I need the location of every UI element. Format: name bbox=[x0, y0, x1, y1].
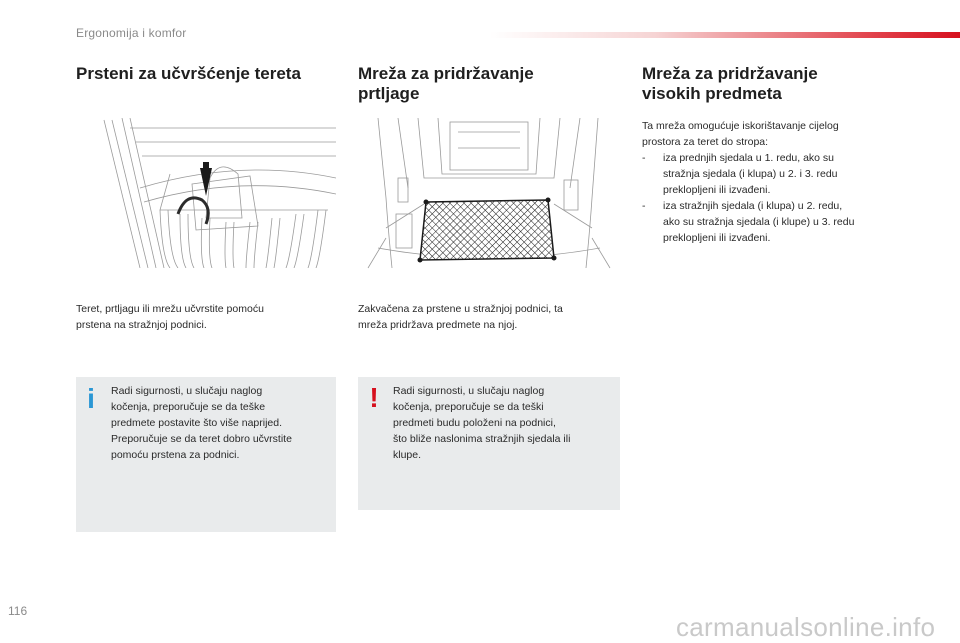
info-icon: i bbox=[87, 383, 95, 414]
watermark: carmanualsonline.info bbox=[676, 612, 936, 642]
condition-list bbox=[642, 150, 902, 246]
section-title: Ergonomija i komfor bbox=[76, 26, 187, 40]
cargo-ring-drawing bbox=[100, 118, 336, 268]
heading-line: visokih predmeta bbox=[642, 84, 782, 103]
column-cargo-rings bbox=[76, 64, 338, 84]
heading-line: Mreža za pridržavanje bbox=[642, 64, 818, 83]
note-line: pomoću prstena za podnici. bbox=[111, 449, 240, 461]
note-line: predmete postavite što više naprijed. bbox=[111, 417, 283, 429]
luggage-net-drawing bbox=[358, 118, 620, 272]
paragraph-line: prstena na stražnjoj podnici. bbox=[76, 319, 207, 331]
list-dash: - bbox=[642, 152, 646, 164]
list-line: iza prednjih sjedala u 1. redu, ako su bbox=[663, 152, 835, 164]
paragraph-line: mreža pridržava predmete na njoj. bbox=[358, 319, 518, 331]
list-line: preklopljeni ili izvađeni. bbox=[663, 184, 771, 196]
list-line: stražnja sjedala (i klupa) u 2. i 3. redu bbox=[663, 168, 838, 180]
paragraph-luggage-net bbox=[358, 301, 620, 333]
info-note-box bbox=[76, 377, 336, 532]
heading-high-load-net bbox=[642, 64, 902, 104]
note-line: što bliže naslonima stražnjih sjedala ili bbox=[393, 433, 571, 445]
list-line: preklopljeni ili izvađeni. bbox=[663, 232, 771, 244]
illustration-cargo-ring bbox=[100, 118, 336, 268]
warning-icon: ! bbox=[369, 382, 379, 413]
intro-line: Ta mreža omogućuje iskorištavanje cijelog bbox=[642, 120, 839, 132]
list-line: iza stražnjih sjedala (i klupa) u 2. redu, bbox=[663, 200, 843, 212]
header-accent-bar bbox=[490, 32, 960, 38]
note-line: Preporučuje se da teret dobro učvrstite bbox=[111, 433, 292, 445]
note-line: klupe. bbox=[393, 449, 422, 461]
list-item bbox=[642, 198, 902, 246]
intro-line: prostora za teret do stropa: bbox=[642, 136, 769, 148]
list-item bbox=[642, 150, 902, 198]
paragraph-high-load-net bbox=[642, 118, 902, 246]
heading-line: prtljage bbox=[358, 84, 420, 103]
heading-luggage-net bbox=[358, 64, 620, 104]
illustration-luggage-net bbox=[358, 118, 620, 272]
note-line: predmeti budu položeni na podnici, bbox=[393, 417, 556, 429]
column-high-load-net bbox=[642, 64, 902, 104]
list-dash: - bbox=[642, 200, 646, 212]
page-number: 116 bbox=[8, 604, 28, 618]
paragraph-line: Teret, prtljagu ili mrežu učvrstite pomoću bbox=[76, 303, 264, 315]
note-line: kočenja, preporučuje se da teške bbox=[111, 401, 266, 413]
warning-note-box bbox=[358, 377, 620, 510]
heading-line: Mreža za pridržavanje bbox=[358, 64, 534, 83]
paragraph-line: Zakvačena za prstene u stražnjoj podnici, ta bbox=[358, 303, 563, 315]
paragraph-cargo-rings bbox=[76, 301, 338, 333]
info-note-text bbox=[111, 383, 326, 463]
column-luggage-net bbox=[358, 64, 620, 104]
heading-cargo-rings: Prsteni za učvršćenje tereta bbox=[76, 64, 301, 83]
note-line: Radi sigurnosti, u slučaju naglog bbox=[393, 385, 545, 397]
note-line: kočenja, preporučuje se da teški bbox=[393, 401, 544, 413]
note-line: Radi sigurnosti, u slučaju naglog bbox=[111, 385, 263, 397]
warning-note-text bbox=[393, 383, 610, 463]
list-line: ako su stražnja sjedala (i klupe) u 3. redu bbox=[663, 216, 855, 228]
